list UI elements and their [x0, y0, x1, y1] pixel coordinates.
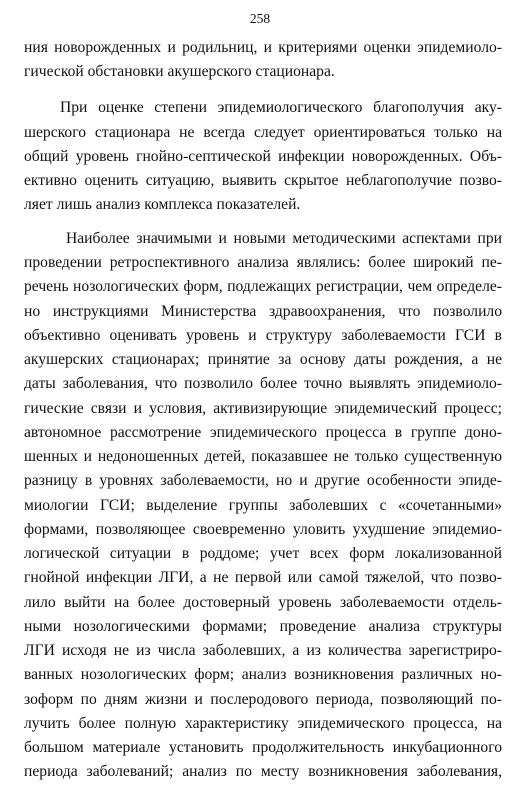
text-line: даты заболевания, что позволило более точно выявлять эпидемиоло- [24, 375, 502, 392]
page-number: 258 [249, 11, 271, 26]
text-line: разницу в уровнях заболеваемости, но и другие особенности эпиде- [24, 472, 502, 489]
text-line: логической ситуации в роддоме; учет всех форм локализованной [24, 545, 502, 562]
text-line: миологии ГСИ; выделение группы заболевших с «сочетанными» [24, 497, 502, 514]
text-line: гические связи и условия, активизирующие эпидемический процесс; [24, 400, 502, 417]
text-line: ния новорожденных и родильниц, и критериями оценки эпидемиоло- [24, 39, 502, 56]
text-line: ЛГИ исходя не из числа заболевших, а из количества зарегистриро- [24, 642, 502, 659]
text-line: речень нозологических форм, подлежащих регистрации, чем определе- [24, 278, 502, 295]
text-line: проведении ретроспективного анализа являлись: более широкий пе- [24, 254, 502, 271]
text-line: шенных и недоношенных детей, показавшее не только существенную [24, 448, 502, 465]
text-line: Наиболее значимыми и новыми методическими аспектами при [66, 230, 502, 247]
text-line: гнойной инфекции ЛГИ, а не первой или самой тяжелой, что позво- [24, 569, 502, 586]
text-line: шерского стационара не всегда следует ориентироваться только на [24, 124, 502, 141]
text-line: зоформ по дням жизни и послеродового периода, позволяющий по- [24, 691, 502, 708]
text-line: При оценке степени эпидемиологического благополучия аку- [60, 99, 502, 116]
text-line: формами, позволяющее своевременно уловить ухудшение эпидемио- [24, 521, 502, 538]
text-line: большом материале установить продолжительность инкубационного [24, 739, 502, 756]
text-line: акушерских стационарах; принятие за основу даты рождения, а не [24, 351, 502, 368]
text-line: общий уровень гнойно-септической инфекции новорожденных. Объ- [24, 148, 502, 165]
text-line: автономное рассмотрение эпидемического процесса в группе доно- [24, 424, 502, 441]
text-line: объективно оценивать уровень и структуру заболеваемости ГСИ в [24, 327, 502, 344]
text-line: ляет лишь анализ комплекса показателей. [24, 196, 301, 213]
text-line: но инструкциями Министерства здравоохранения, что позволило [24, 303, 502, 320]
text-line: ективно оценить ситуацию, выявить скрытое неблагополучие позво- [24, 172, 502, 189]
text-line: гической обстановки акушерского стационара. [24, 63, 335, 80]
text-line: лило выйти на более достоверный уровень заболеваемости отдель- [24, 594, 502, 611]
text-line: ванных нозологических форм; анализ возникновения различных но- [24, 666, 502, 683]
text-line: ными нозологическими формами; проведение анализа структуры [24, 618, 502, 635]
text-line: лучить более полную характеристику эпидемического процесса, на [24, 715, 502, 732]
text-line: периода заболеваний; анализ по месту возникновения заболевания, [24, 763, 502, 780]
